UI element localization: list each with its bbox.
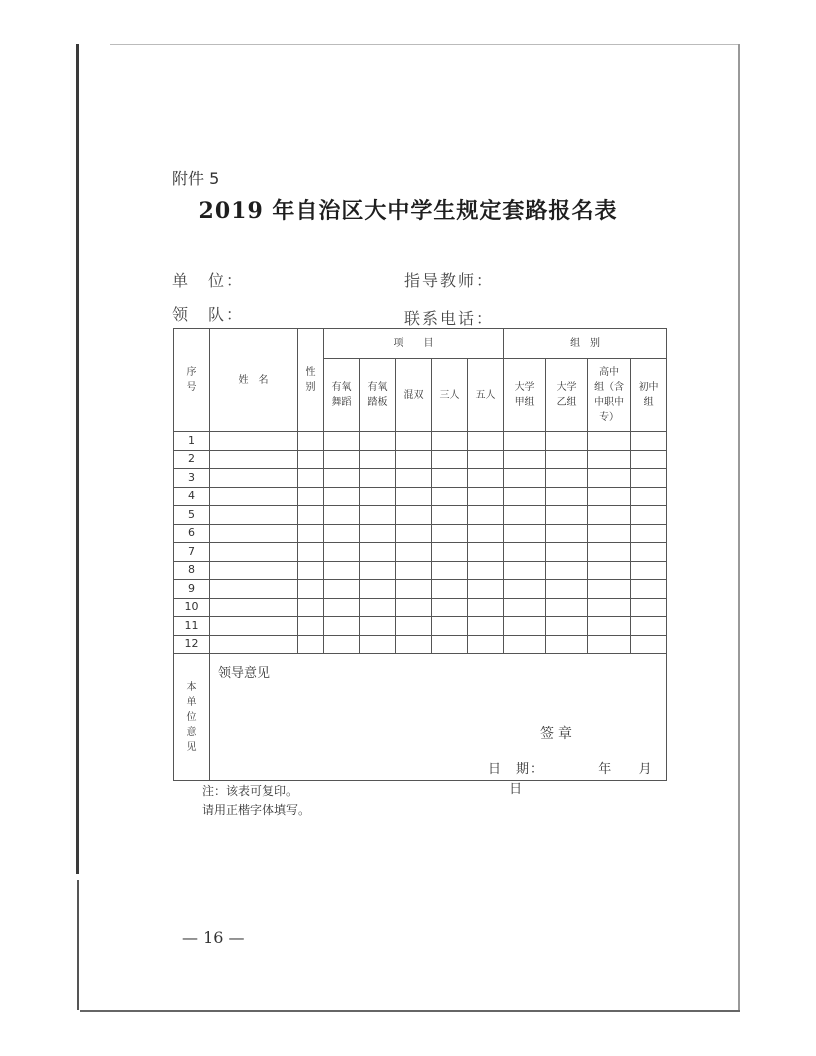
entry-cell[interactable] <box>298 506 324 525</box>
entry-cell[interactable] <box>631 469 667 488</box>
entry-cell[interactable] <box>432 635 468 654</box>
entry-cell[interactable] <box>504 580 546 599</box>
entry-cell[interactable] <box>298 617 324 636</box>
entry-cell[interactable] <box>210 524 298 543</box>
header-division-0: 大学 甲组 <box>504 359 546 432</box>
entry-cell[interactable] <box>631 432 667 451</box>
entry-cell[interactable] <box>432 617 468 636</box>
row-number: 4 <box>174 487 210 506</box>
entry-cell[interactable] <box>631 617 667 636</box>
entry-cell[interactable] <box>588 469 631 488</box>
entry-cell[interactable] <box>588 580 631 599</box>
entry-cell[interactable] <box>210 561 298 580</box>
header-item-1: 有氧 踏板 <box>360 359 396 432</box>
entry-cell[interactable] <box>504 469 546 488</box>
entry-cell[interactable] <box>432 450 468 469</box>
row-number: 6 <box>174 524 210 543</box>
entry-cell[interactable] <box>360 543 396 562</box>
entry-cell[interactable] <box>360 598 396 617</box>
date-month: 月 <box>638 762 653 777</box>
entry-cell[interactable] <box>298 543 324 562</box>
entry-cell[interactable] <box>324 450 360 469</box>
entry-cell[interactable] <box>546 543 588 562</box>
scan-edge-top <box>110 44 740 45</box>
entry-cell[interactable] <box>504 598 546 617</box>
entry-cell[interactable] <box>631 524 667 543</box>
entry-cell[interactable] <box>504 617 546 636</box>
entry-cell[interactable] <box>468 450 504 469</box>
header-gender: 性 别 <box>298 329 324 432</box>
entry-cell[interactable] <box>298 469 324 488</box>
entry-cell[interactable] <box>324 635 360 654</box>
note-copy: 注：该表可复印。 <box>202 784 299 798</box>
entry-cell[interactable] <box>588 598 631 617</box>
entry-cell[interactable] <box>588 543 631 562</box>
entry-cell[interactable] <box>396 598 432 617</box>
row-number: 9 <box>174 580 210 599</box>
opinion-label: 领导意见 <box>218 666 271 681</box>
entry-cell[interactable] <box>210 450 298 469</box>
entry-cell[interactable] <box>396 524 432 543</box>
entry-cell[interactable] <box>468 469 504 488</box>
entry-cell[interactable] <box>588 450 631 469</box>
row-number: 12 <box>174 635 210 654</box>
row-number: 3 <box>174 469 210 488</box>
entry-cell[interactable] <box>360 487 396 506</box>
entry-cell[interactable] <box>210 432 298 451</box>
entry-cell[interactable] <box>432 543 468 562</box>
entry-cell[interactable] <box>631 580 667 599</box>
entry-cell[interactable] <box>631 450 667 469</box>
date-day: 日 <box>509 781 524 797</box>
entry-cell[interactable] <box>468 432 504 451</box>
field-leader: 领 队： <box>172 305 245 324</box>
header-division-2: 高中 组（含 中职中 专） <box>588 359 631 432</box>
entry-cell[interactable] <box>360 524 396 543</box>
row-number: 8 <box>174 561 210 580</box>
table-row <box>174 450 667 469</box>
table-row <box>174 469 667 488</box>
header-division-3: 初中 组 <box>631 359 667 432</box>
table-row <box>174 524 667 543</box>
scan-edge-left <box>76 44 79 874</box>
entry-cell[interactable] <box>210 635 298 654</box>
entry-cell[interactable] <box>324 543 360 562</box>
date-year: 年 <box>598 762 613 777</box>
scan-edge-bottom <box>80 1010 740 1012</box>
entry-cell[interactable] <box>468 561 504 580</box>
entry-cell[interactable] <box>324 506 360 525</box>
field-unit: 单 位： <box>172 271 245 290</box>
header-item-0: 有氧 舞蹈 <box>324 359 360 432</box>
table-row <box>174 635 667 654</box>
page-number: — 16 — <box>182 928 245 947</box>
entry-cell[interactable] <box>432 598 468 617</box>
entry-cell[interactable] <box>504 506 546 525</box>
date-label: 日 期： <box>488 762 545 777</box>
attachment-label: 附件 5 <box>172 169 220 188</box>
entry-cell[interactable] <box>324 487 360 506</box>
table-row <box>174 617 667 636</box>
entry-cell[interactable] <box>588 506 631 525</box>
entry-cell[interactable] <box>588 432 631 451</box>
entry-cell[interactable] <box>298 487 324 506</box>
entry-cell[interactable] <box>360 450 396 469</box>
table-row <box>174 432 667 451</box>
header-items-group: 项 目 <box>324 329 504 359</box>
entry-cell[interactable] <box>360 635 396 654</box>
entry-cell[interactable] <box>396 450 432 469</box>
entry-cell[interactable] <box>588 635 631 654</box>
entry-cell[interactable] <box>546 635 588 654</box>
entry-cell[interactable] <box>588 561 631 580</box>
entry-cell[interactable] <box>360 432 396 451</box>
entry-cell[interactable] <box>432 469 468 488</box>
entry-cell[interactable] <box>546 506 588 525</box>
entry-cell[interactable] <box>396 543 432 562</box>
entry-cell[interactable] <box>360 561 396 580</box>
entry-cell[interactable] <box>432 432 468 451</box>
table-row <box>174 598 667 617</box>
entry-cell[interactable] <box>504 432 546 451</box>
table-row <box>174 543 667 562</box>
entry-cell[interactable] <box>210 580 298 599</box>
entry-cell[interactable] <box>546 561 588 580</box>
row-number: 1 <box>174 432 210 451</box>
entry-cell[interactable] <box>588 617 631 636</box>
entry-cell[interactable] <box>468 506 504 525</box>
scan-edge-left-lower <box>77 880 79 1010</box>
document-title: 2019 年自治区大中学生规定套路报名表 <box>198 198 618 224</box>
row-number: 5 <box>174 506 210 525</box>
header-item-3: 三人 <box>432 359 468 432</box>
entry-cell[interactable] <box>298 524 324 543</box>
entry-cell[interactable] <box>210 617 298 636</box>
header-item-2: 混双 <box>396 359 432 432</box>
entry-cell[interactable] <box>210 487 298 506</box>
entry-cell[interactable] <box>546 580 588 599</box>
entry-cell[interactable] <box>631 635 667 654</box>
entry-cell[interactable] <box>546 617 588 636</box>
entry-cell[interactable] <box>546 469 588 488</box>
entry-cell[interactable] <box>324 561 360 580</box>
entry-cell[interactable] <box>396 506 432 525</box>
entry-cell[interactable] <box>546 598 588 617</box>
seal-label: 签章 <box>540 726 576 742</box>
entry-cell[interactable] <box>324 524 360 543</box>
row-number: 10 <box>174 598 210 617</box>
entry-cell[interactable] <box>396 617 432 636</box>
entry-cell[interactable] <box>360 580 396 599</box>
entry-cell[interactable] <box>546 432 588 451</box>
entry-cell[interactable] <box>468 635 504 654</box>
entry-cell[interactable] <box>468 543 504 562</box>
entry-cell[interactable] <box>396 469 432 488</box>
scan-edge-right <box>738 44 740 1012</box>
entry-cell[interactable] <box>298 432 324 451</box>
entry-cell[interactable] <box>588 524 631 543</box>
entry-cell[interactable] <box>588 487 631 506</box>
entry-cell[interactable] <box>504 543 546 562</box>
entry-cell[interactable] <box>432 487 468 506</box>
entry-cell[interactable] <box>324 617 360 636</box>
row-number: 7 <box>174 543 210 562</box>
entry-cell[interactable] <box>432 580 468 599</box>
entry-cell[interactable] <box>468 617 504 636</box>
entry-cell[interactable] <box>631 543 667 562</box>
entry-cell[interactable] <box>396 487 432 506</box>
table-row <box>174 580 667 599</box>
date-line <box>488 760 666 799</box>
entry-cell[interactable] <box>396 432 432 451</box>
entry-cell[interactable] <box>631 598 667 617</box>
header-item-4: 五人 <box>468 359 504 432</box>
entry-cell[interactable] <box>324 432 360 451</box>
entry-cell[interactable] <box>298 635 324 654</box>
entry-cell[interactable] <box>468 524 504 543</box>
entry-cell[interactable] <box>210 506 298 525</box>
field-instructor: 指导教师： <box>404 271 495 290</box>
table-row <box>174 506 667 525</box>
entry-cell[interactable] <box>546 524 588 543</box>
entry-cell[interactable] <box>324 580 360 599</box>
entry-cell[interactable] <box>432 561 468 580</box>
entry-cell[interactable] <box>631 506 667 525</box>
entry-cell[interactable] <box>210 469 298 488</box>
entry-cell[interactable] <box>504 635 546 654</box>
entry-cell[interactable] <box>432 524 468 543</box>
entry-cell[interactable] <box>546 487 588 506</box>
header-division-1: 大学 乙组 <box>546 359 588 432</box>
field-phone: 联系电话： <box>404 309 495 328</box>
entry-cell[interactable] <box>298 598 324 617</box>
header-name: 姓 名 <box>210 329 298 432</box>
entry-cell[interactable] <box>631 487 667 506</box>
entry-cell[interactable] <box>360 506 396 525</box>
header-seq: 序 号 <box>174 329 210 432</box>
entry-cell[interactable] <box>468 487 504 506</box>
entry-cell[interactable] <box>298 450 324 469</box>
entry-cell[interactable] <box>504 524 546 543</box>
header-divisions-group: 组 别 <box>504 329 667 359</box>
table-row <box>174 561 667 580</box>
entry-cell[interactable] <box>468 580 504 599</box>
entry-cell[interactable] <box>504 487 546 506</box>
entry-cell[interactable] <box>432 506 468 525</box>
entry-cell[interactable] <box>298 580 324 599</box>
entry-cell[interactable] <box>210 543 298 562</box>
entry-cell[interactable] <box>631 561 667 580</box>
table-row <box>174 487 667 506</box>
entry-cell[interactable] <box>210 598 298 617</box>
row-number: 2 <box>174 450 210 469</box>
opinion-side-label: 本 单 位 意 见 <box>174 654 210 781</box>
entry-cell[interactable] <box>546 450 588 469</box>
entry-cell[interactable] <box>504 450 546 469</box>
entry-cell[interactable] <box>360 469 396 488</box>
entry-cell[interactable] <box>468 598 504 617</box>
entry-cell[interactable] <box>324 469 360 488</box>
entry-cell[interactable] <box>360 617 396 636</box>
entry-cell[interactable] <box>298 561 324 580</box>
entry-cell[interactable] <box>504 561 546 580</box>
entry-cell[interactable] <box>396 580 432 599</box>
entry-cell[interactable] <box>396 635 432 654</box>
entry-cell[interactable] <box>324 598 360 617</box>
row-number: 11 <box>174 617 210 636</box>
note-handwriting: 请用正楷字体填写。 <box>202 803 311 817</box>
entry-cell[interactable] <box>396 561 432 580</box>
